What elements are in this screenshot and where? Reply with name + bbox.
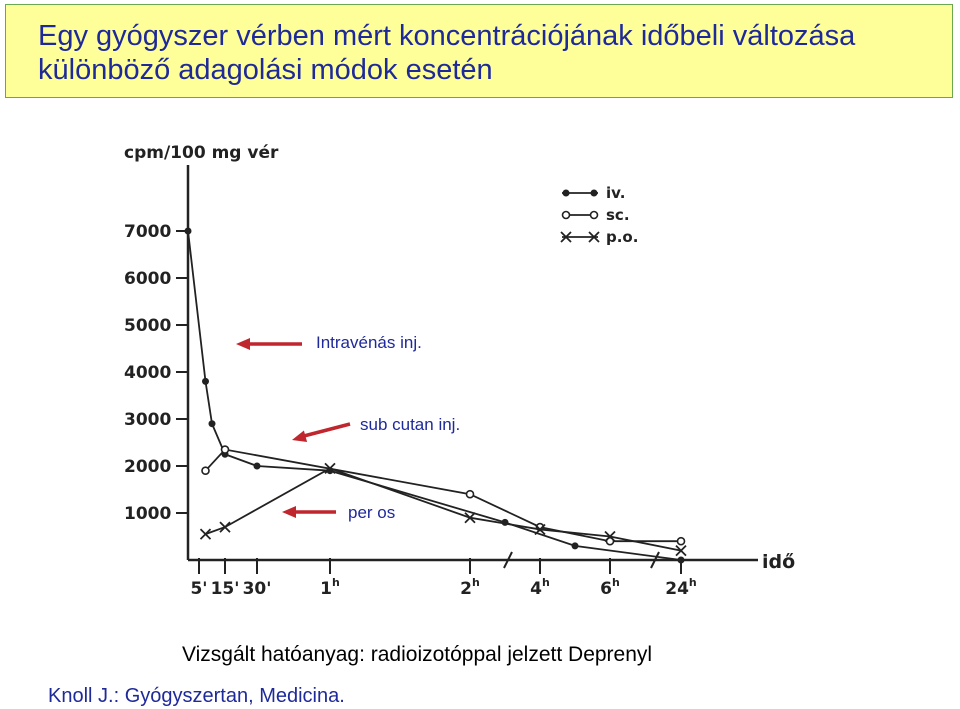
point-marker-circle — [563, 212, 570, 219]
point-marker-dot — [209, 420, 216, 427]
point-marker-dot — [572, 542, 579, 549]
x-tick-label: 24$^h$ — [665, 576, 697, 599]
legend-label: p.o. — [606, 228, 639, 246]
annotation-label: sub cutan inj. — [360, 415, 461, 434]
series-line — [188, 231, 681, 560]
x-tick-label: 2$^h$ — [460, 576, 480, 599]
annotation-3 — [282, 503, 395, 522]
point-marker-x — [201, 529, 211, 539]
y-tick-label: 2000 — [124, 457, 172, 477]
series-sc — [202, 446, 685, 545]
annotation-2 — [292, 415, 460, 442]
point-marker-dot — [202, 378, 209, 385]
arrow-head — [282, 506, 296, 518]
point-marker-circle — [467, 491, 474, 498]
y-tick-label: 1000 — [124, 504, 172, 524]
chart-series-layer — [185, 228, 687, 564]
y-tick-label: 3000 — [124, 410, 172, 430]
point-marker-circle — [591, 212, 598, 219]
y-tick-label: 5000 — [124, 316, 172, 336]
x-tick-label: 30' — [242, 579, 272, 599]
series-iv — [185, 228, 685, 564]
point-marker-circle — [678, 538, 685, 545]
annotation-label: Intravénás inj. — [316, 333, 422, 352]
point-marker-dot — [678, 557, 685, 564]
annotation-1 — [236, 333, 422, 352]
source-citation: Knoll J.: Gyógyszertan, Medicina. — [48, 685, 345, 707]
legend-label: sc. — [606, 206, 630, 224]
chart-axes — [124, 165, 758, 599]
x-tick-label: 6$^h$ — [600, 576, 620, 599]
legend-item — [562, 184, 625, 202]
x-tick-label: 1$^h$ — [320, 576, 340, 599]
slide-title: Egy gyógyszer vérben mért koncentrációjának időbeli változása különböző adagolási módok esetén — [38, 20, 856, 86]
y-tick-label: 7000 — [124, 222, 172, 242]
arrow-head — [236, 338, 250, 350]
legend-label: iv. — [606, 184, 626, 202]
x-tick-label: 15' — [210, 579, 240, 599]
point-marker-dot — [591, 190, 598, 197]
x-tick-label: 4$^h$ — [530, 576, 550, 599]
y-tick-label: 6000 — [124, 269, 172, 289]
subject-text: Vizsgált hatóanyag: radioizotóppal jelzett Deprenyl — [182, 643, 653, 666]
y-tick-label: 4000 — [124, 363, 172, 383]
legend-item — [561, 228, 638, 246]
point-marker-x — [220, 522, 230, 532]
x-axis-label: idő — [762, 551, 796, 573]
annotation-label: per os — [348, 503, 396, 522]
point-marker-dot — [185, 228, 192, 235]
point-marker-circle — [222, 446, 229, 453]
y-axis-label: cpm/100 mg vér — [124, 143, 279, 163]
point-marker-circle — [202, 467, 209, 474]
x-tick-label: 5' — [190, 579, 208, 599]
point-marker-dot — [254, 463, 261, 470]
chart-legend — [561, 184, 638, 246]
chart-annotations — [236, 333, 460, 522]
legend-item — [562, 206, 630, 224]
point-marker-dot — [563, 190, 570, 197]
arrow-shaft — [300, 424, 350, 437]
arrow-head — [292, 430, 307, 442]
series-line — [206, 450, 682, 542]
